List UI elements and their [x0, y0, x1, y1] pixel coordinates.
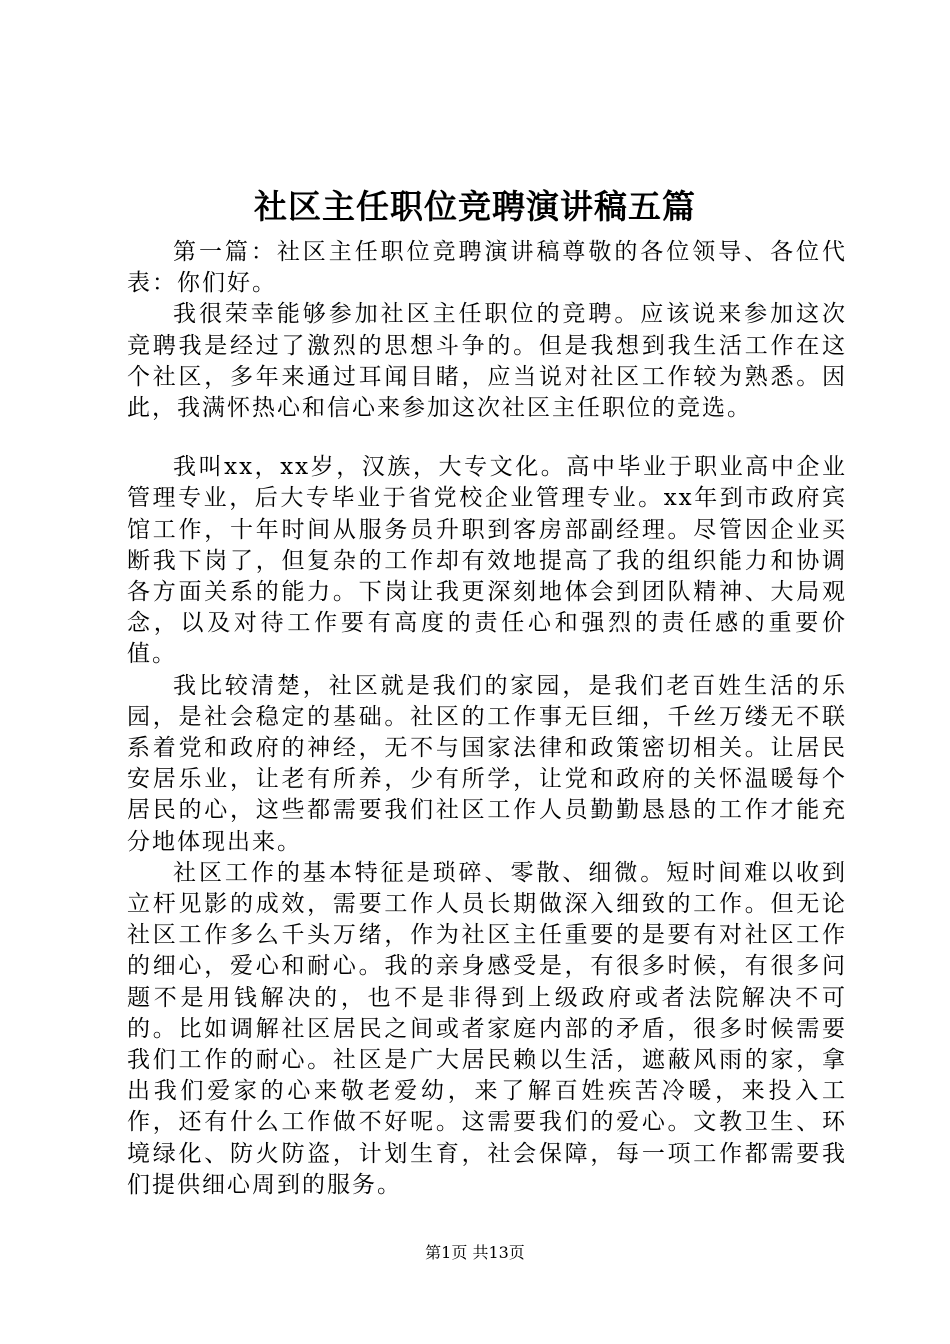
document-body: [127, 237, 847, 1201]
document-title: 社区主任职位竞聘演讲稿五篇: [254, 187, 696, 226]
paragraph-4: 我比较清楚，社区就是我们的家园，是我们老百姓生活的乐园，是社会稳定的基础。社区的工作事无巨细，千丝万缕无不联系着党和政府的神经，无不与国家法律和政策密切相关。让居民安居乐业，让老有所养，少有所学，让党和政府的关怀温暖每个居民的心，这些都需要我们社区工作人员勤勤恳恳的工作才能充分地体现出来。: [127, 672, 847, 855]
paragraph-1: 第一篇：社区主任职位竞聘演讲稿尊敬的各位领导、各位代表：你们好。: [127, 239, 847, 297]
paragraph-5: 社区工作的基本特征是琐碎、零散、细微。短时间难以收到立杆见影的成效，需要工作人员长期做深入细致的工作。但无论社区工作多么千头万绪，作为社区主任重要的是要有对社区工作的细心，爱心和耐心。我的亲身感受是，有很多时候，有很多问题不是用钱解决的，也不是非得到上级政府或者法院解决不可的。比如调解社区居民之间或者家庭内部的矛盾，很多时候需要我们工作的耐心。社区是广大居民赖以生活，遮蔽风雨的家，拿出我们爱家的心来敬老爱幼，来了解百姓疾苦冷暖，来投入工作，还有什么工作做不好呢。这需要我们的爱心。文教卫生、环境绿化、防火防盗，计划生育，社会保障，每一项工作都需要我们提供细心周到的服务。: [127, 859, 847, 1198]
page-number-footer: 第1页 共13页: [425, 1243, 525, 1262]
paragraph-3: 我叫xx，xx岁，汉族，大专文化。高中毕业于职业高中企业管理专业，后大专毕业于省党校企业管理专业。xx年到市政府宾馆工作，十年时间从服务员升职到客房部副经理。尽管因企业买断我下岗了，但复杂的工作却有效地提高了我的组织能力和协调各方面关系的能力。下岗让我更深刻地体会到团队精神、大局观念，以及对待工作要有高度的责任心和强烈的责任感的重要价值。: [127, 454, 847, 668]
paragraph-2: 我很荣幸能够参加社区主任职位的竞聘。应该说来参加这次竞聘我是经过了激烈的思想斗争的。但是我想到我生活工作在这个社区，多年来通过耳闻目睹，应当说对社区工作较为熟悉。因此，我满怀热心和信心来参加这次社区主任职位的竞选。: [127, 301, 847, 422]
